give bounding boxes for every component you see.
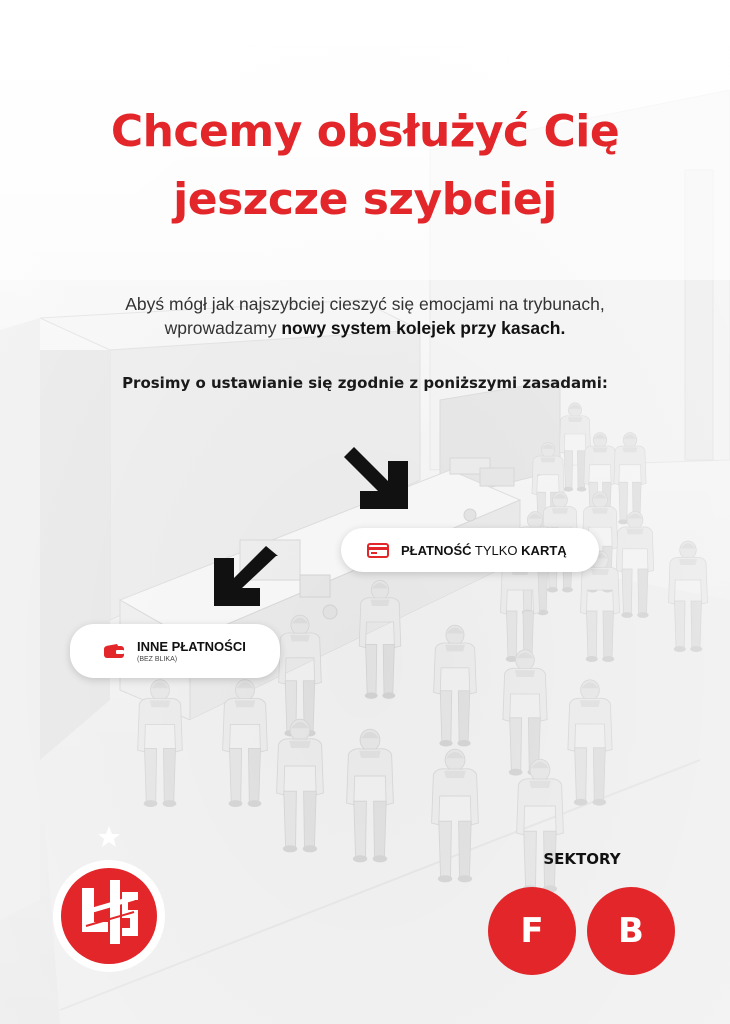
- card-payment-label-part-2: TYLKO: [471, 542, 522, 558]
- intro-line-2-plain: wprowadzamy: [164, 318, 282, 338]
- intro-line-1: Abyś mógł jak najszybciej cieszyć się emocjami na trybunach,: [125, 294, 605, 314]
- club-logo: [52, 826, 167, 976]
- other-payments-text: [137, 639, 246, 663]
- card-payment-label: [401, 543, 567, 558]
- headline: [0, 98, 730, 234]
- card-payment-label-part-1: PŁATNOŚĆ: [401, 542, 472, 558]
- arrow-down-left-icon: [212, 546, 278, 608]
- headline-line-1: Chcemy obsłużyć Cię: [110, 106, 620, 157]
- other-payments-subtitle: (BEZ BLIKA): [137, 656, 178, 663]
- credit-card-icon: [367, 543, 389, 558]
- other-payments-title: INNE PŁATNOŚCI: [137, 639, 246, 654]
- wallet-icon: [103, 644, 125, 659]
- star-icon: [98, 826, 120, 847]
- sector-f-badge: F: [488, 887, 576, 975]
- intro-text: [0, 292, 730, 340]
- intro-line-2: [0, 316, 730, 340]
- arrow-down-right-icon: [342, 447, 410, 511]
- card-payment-label-part-3: KARTĄ: [521, 542, 567, 558]
- card-payment-pill: [341, 528, 599, 572]
- rules-heading: Prosimy o ustawianie się zgodnie z poniższymi zasadami:: [122, 374, 608, 392]
- headline-line-2: jeszcze szybciej: [173, 174, 557, 225]
- sectors-label: SEKTORY: [543, 850, 621, 868]
- other-payments-pill: [70, 624, 280, 678]
- intro-line-2-bold: nowy system kolejek przy kasach.: [281, 318, 566, 338]
- sector-b-badge: B: [587, 887, 675, 975]
